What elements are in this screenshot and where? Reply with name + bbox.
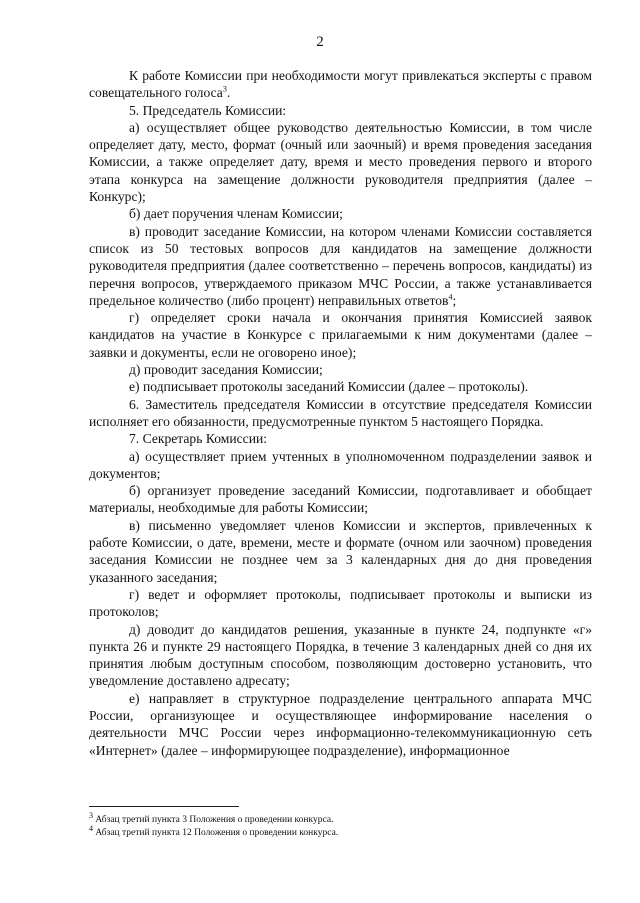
footnote-mark: 3: [89, 810, 93, 820]
paragraph-item-7g: г) ведет и оформляет протоколы, подписывает протоколы и выписки из протоколов;: [89, 586, 592, 620]
footnote-item: [89, 823, 592, 840]
footnote-ref: 4: [448, 292, 453, 302]
paragraph-item-7a: а) осуществляет прием учтенных в уполномоченном подразделении заявок и документов;: [89, 448, 592, 481]
footnote-divider: [89, 806, 239, 807]
paragraph-tail: .: [226, 85, 231, 101]
paragraph-item-5d: д) проводит заседания Комиссии;: [129, 362, 323, 378]
paragraph-item-7d: д) доводит до кандидатов решения, указанные в пункте 24, подпункте «г» пункта 26 и пункте 29 настоящего Порядка, в течение 3 календарных дней со дня их принятия любым доступным способом, позволяющим достоверно установить, что уведомление доставлено адресату;: [89, 621, 592, 689]
paragraph-item-7: 7. Секретарь Комиссии:: [129, 431, 268, 447]
paragraph-item-5b: б) дает поручения членам Комиссии;: [129, 206, 343, 222]
paragraph-tail: ;: [452, 292, 457, 308]
footnote-ref: 3: [222, 84, 227, 94]
paragraph-item-5e: е) подписывает протоколы заседаний Комиссии (далее – протоколы).: [129, 379, 529, 395]
paragraph-item-5: 5. Председатель Комиссии:: [129, 102, 287, 118]
paragraph-item-7v: в) письменно уведомляет членов Комиссии и экспертов, привлеченных к работе Комиссии, о дате, времени, месте и формате (очном или заочном) проведения заседания Комиссии не позднее чем за 3 календарных дня до дня проведения указанного заседания;: [89, 517, 592, 585]
paragraph-text: в) проводит заседание Комиссии, на котором членами Комиссии составляется список из 50 тестовых вопросов для кандидатов на замещение должности руководителя предприятия (далее соответственно – перечень вопросов, кандидаты) из перечня вопросов, утверждаемого приказом МЧС России, а также устанавливается предельное количество (либо процент) неправильных ответов: [89, 223, 592, 308]
paragraph-item-6: 6. Заместитель председателя Комиссии в отсутствие председателя Комиссии исполняет его обязанности, предусмотренные пунктом 5 настоящего Порядка.: [89, 396, 592, 429]
paragraph-item-5g: г) определяет сроки начала и окончания принятия Комиссией заявок кандидатов на участие в Конкурсе с прилагаемыми к ним документами (далее – заявки и документы, если не оговорено иное);: [89, 310, 592, 360]
footnote-text: Абзац третий пункта 12 Положения о проведении конкурса.: [93, 828, 339, 838]
footnote-mark: 4: [89, 823, 93, 833]
paragraph-text: К работе Комиссии при необходимости могут привлекаться эксперты с правом совещательного голоса: [89, 68, 592, 101]
footnotes: [89, 810, 592, 840]
page-number: 2: [316, 34, 324, 50]
footnote-text: Абзац третий пункта 3 Положения о проведении конкурса.: [93, 815, 334, 825]
paragraph-item-7b: б) организует проведение заседаний Комиссии, подготавливает и обобщает материалы, необходимые для работы Комиссии;: [89, 483, 592, 516]
document-body: [89, 67, 592, 759]
paragraph-item-5v: [89, 223, 592, 309]
paragraph-experts: [89, 67, 592, 102]
paragraph-item-5a: а) осуществляет общее руководство деятельностью Комиссии, в том числе определяет дату, место, формат (очный или заочный) и время проведения заседания Комиссии, а также определяет дату, время и место проведения первого и второго этапа конкурса на замещение должности руководителя предприятия (далее – Конкурс);: [89, 119, 592, 205]
paragraph-item-7e: е) направляет в структурное подразделение центрального аппарата МЧС России, организующее и осуществляющее информирование населения о деятельности МЧС России через информационно-телекоммуникационную сеть «Интернет» (далее – информирующее подразделение), информационное: [89, 690, 592, 758]
footnote-item: [89, 810, 592, 827]
